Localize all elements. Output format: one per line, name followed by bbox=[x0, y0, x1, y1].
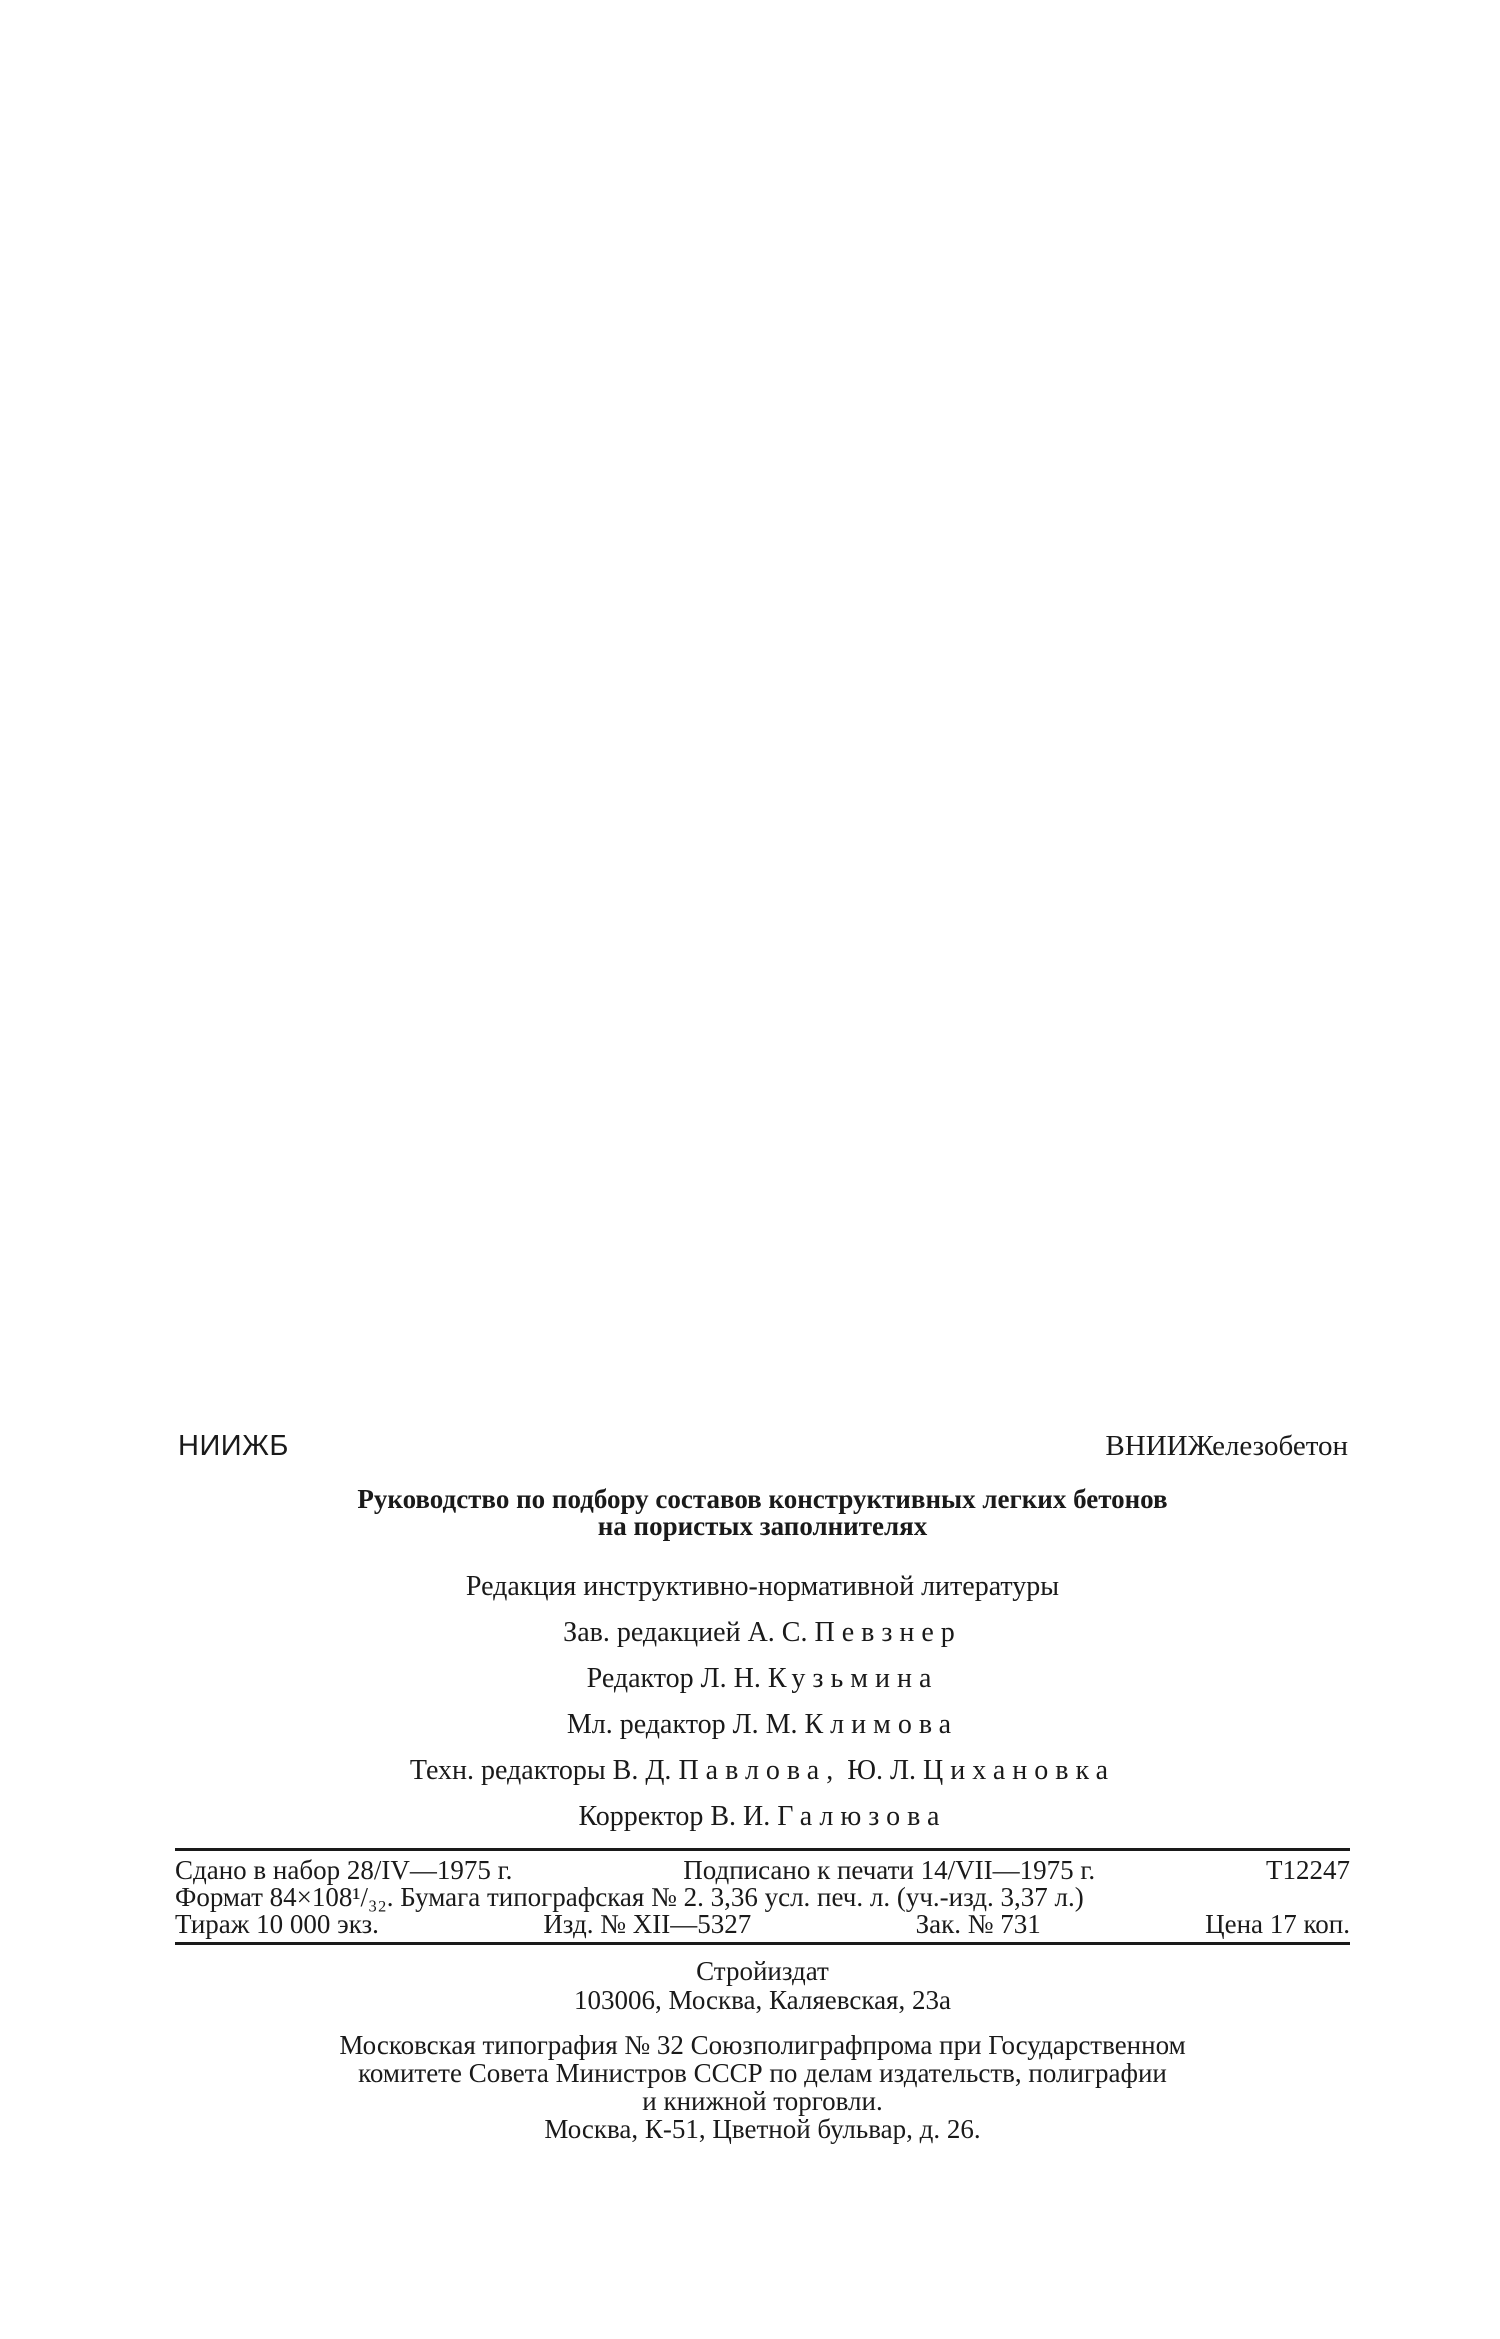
editor-name: Кузьмина bbox=[767, 1663, 939, 1694]
tech-editor-2-name: Цихановка bbox=[922, 1755, 1116, 1786]
proofreader-name: Галюзова bbox=[777, 1801, 947, 1832]
editorial-office: Редакция инструктивно-нормативной литературы bbox=[465, 1571, 1060, 1602]
book-title-line-1: Руководство по подбору составов конструктивных легких бетонов bbox=[357, 1484, 1168, 1514]
tech-editor-1-name: Павлова, bbox=[678, 1755, 841, 1786]
org-vniizhelezobeton: ВНИИЖелезобетон bbox=[1105, 1430, 1348, 1462]
license-number: Т12247 bbox=[1265, 1855, 1350, 1885]
proofreader-role: Корректор В. И. bbox=[578, 1801, 771, 1832]
publisher bbox=[175, 1957, 1350, 2015]
printing-house-line-1: Московская типография № 32 Союзполиграфпрома при Государственном bbox=[339, 2030, 1186, 2060]
tech-editors-role: Техн. редакторы В. Д. bbox=[409, 1755, 672, 1786]
imprint bbox=[175, 1851, 1350, 1942]
printing-house-address: Москва, К-51, Цветной бульвар, д. 26. bbox=[544, 2114, 981, 2144]
print-run: Тираж 10 000 экз. bbox=[175, 1909, 379, 1939]
head-of-editorial-name: Певзнер bbox=[814, 1617, 962, 1648]
head-of-editorial-credit bbox=[175, 1610, 1350, 1656]
order-number: Зак. № 731 bbox=[915, 1909, 1041, 1939]
publisher-address: 103006, Москва, Каляевская, 23а bbox=[574, 1985, 951, 2015]
book-title bbox=[175, 1486, 1350, 1540]
imprint-bottom-rule bbox=[175, 1942, 1350, 1945]
book-title-line-2: на пористых заполнителях bbox=[597, 1511, 928, 1541]
imprint-row-3 bbox=[175, 1911, 1350, 1938]
head-of-editorial-role: Зав. редакцией А. С. bbox=[563, 1617, 808, 1648]
format-and-paper: Формат 84×108¹/₃₂. Бумага типографская № 2. 3,36 усл. печ. л. (уч.-изд. 3,37 л.) bbox=[175, 1882, 1084, 1912]
printing-house-line-3: и книжной торговли. bbox=[642, 2086, 883, 2116]
price: Цена 17 коп. bbox=[1205, 1909, 1350, 1939]
junior-editor-credit bbox=[175, 1702, 1350, 1748]
organizations-row bbox=[175, 1430, 1350, 1470]
junior-editor-role: Мл. редактор Л. М. bbox=[566, 1709, 798, 1740]
editor-credit bbox=[175, 1656, 1350, 1702]
proofreader-credit bbox=[175, 1794, 1350, 1840]
junior-editor-name: Климова bbox=[804, 1709, 959, 1740]
imprint-row-2 bbox=[175, 1884, 1350, 1911]
signed-date: Подписано к печати 14/VII—1975 г. bbox=[683, 1855, 1096, 1885]
tech-editors-credit bbox=[175, 1748, 1350, 1794]
printing-house-line-2: комитете Совета Министров СССР по делам издательств, полиграфии bbox=[358, 2058, 1167, 2088]
tech-editors-initials: Ю. Л. bbox=[847, 1755, 916, 1786]
edition-number: Изд. № XII—5327 bbox=[543, 1909, 752, 1939]
publisher-name: Стройиздат bbox=[696, 1956, 829, 1986]
colophon bbox=[175, 1430, 1350, 2143]
imprint-row-1 bbox=[175, 1857, 1350, 1884]
typeset-date: Сдано в набор 28/IV—1975 г. bbox=[175, 1855, 513, 1885]
printing-house bbox=[175, 2031, 1350, 2143]
credits bbox=[175, 1564, 1350, 1840]
org-niizhb: НИИЖБ bbox=[178, 1430, 289, 1462]
editor-role: Редактор Л. Н. bbox=[586, 1663, 761, 1694]
